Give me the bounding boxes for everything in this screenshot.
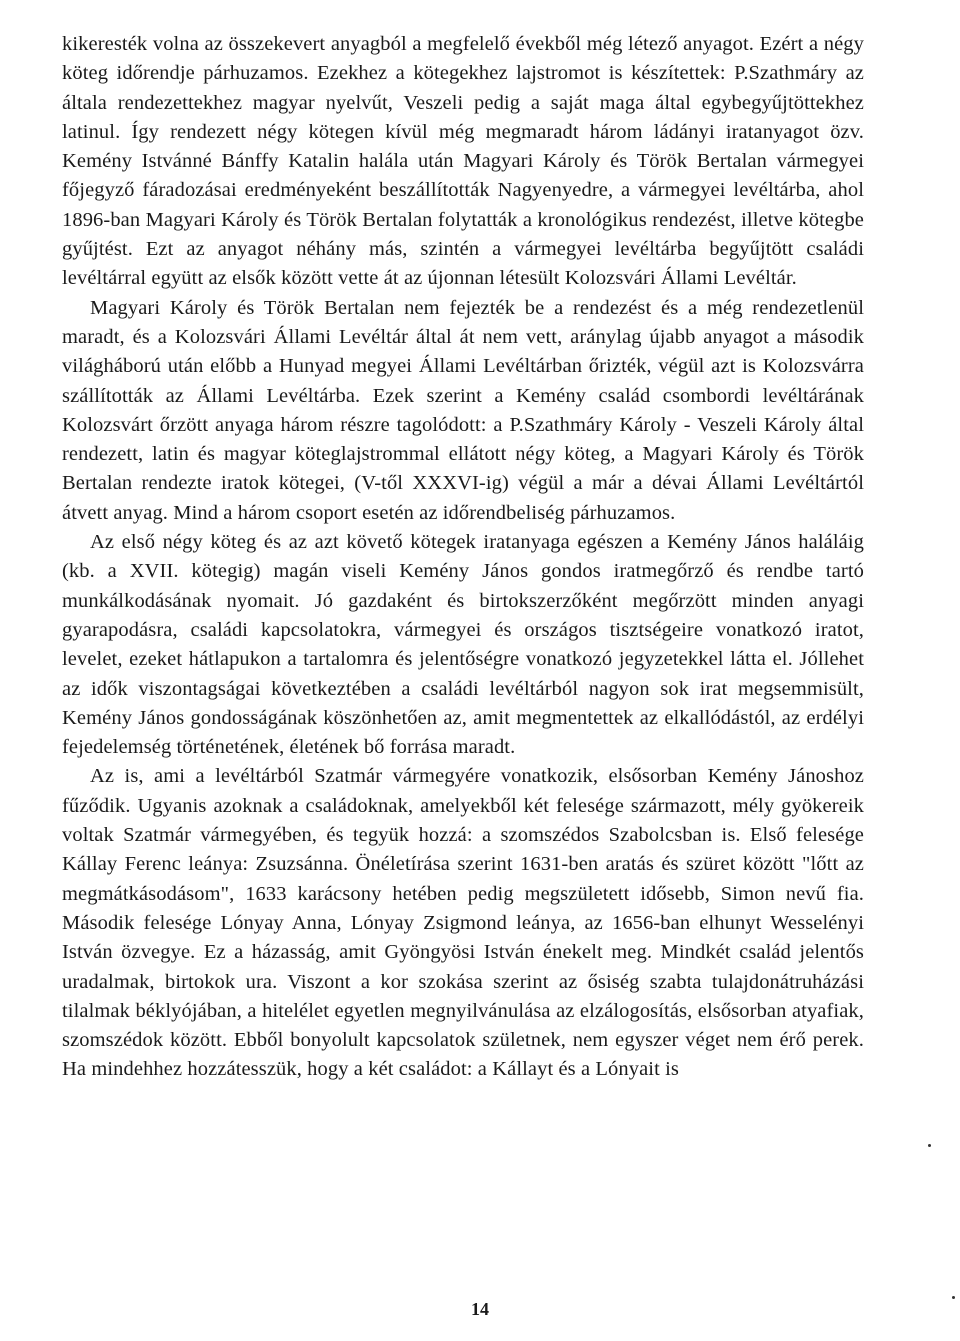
scan-speck [928,1144,931,1147]
paragraph: Az is, ami a levéltárból Szatmár vármegyére vonatkozik, elsősorban Kemény Jánoshoz fűződik. Ugyanis azoknak a családoknak, amelyekből két felesége származott, mély gyökereik voltak Szatmár vármegyében, és tegyük hozzá: a szomszédos Szabolcsban is. Első felesége Kállay Ferenc leánya: Zsuzsánna. Önéletírása szerint 1631-ben aratás és szüret között "lőtt az megmátkásodásom", 1633 karácsony hetében pedig megszületett idősebb, Simon nevű fia. Második felesége Lónyay Anna, Lónyay Zsigmond leánya, az 1656-ban elhunyt Wesselényi István özvegye. Ez a házasság, amit Gyöngyösi István énekelt meg. Mindkét család jelentős uradalmak, birtokok ura. Viszont a kor szokása szerint az ősiség szabta tulajdonátruházási tilalmak béklyójában, a hitelélet egyetlen megnyilvánulása az elzálogosítás, elsősorban atyafiak, szomszédok között. Ebből bonyolult kapcsolatok születnek, nem egyszer véget nem érő perek. Ha mindehhez hozzátesszük, hogy a két családot: a Kállayt és a Lónyait is [62,765,864,1081]
scan-speck [952,1296,955,1299]
paragraph: Magyari Károly és Török Bertalan nem fejezték be a rendezést és a még rendezetlenül maradt, és a Kolozsvári Állami Levéltár által át nem vett, aránylag újabb anyagot a második világháború után előbb a Hunyad megyei Állami Levéltárban őrizték, végül azt is Kolozsvárra szállították az Állami Levéltárba. Ezek szerint a Kemény család csombordi levéltárának Kolozsvárt őrzött anyaga három részre tagolódott: a P.Szathmáry Károly - Veszeli Károly által rendezett, latin és magyar köteglajstrommal ellátott négy köteg, a Magyari Károly és Török Bertalan rendezte iratok kötegei, (V-től XXXVI-ig) végül a már a dévai Állami Levéltártól átvett anyag. Mind a három csoport esetén az időrendbeliség párhuzamos. [62,296,864,524]
page-number: 14 [471,1299,489,1319]
body-text [62,30,864,1085]
paragraph-continued: kikeresték volna az összekevert anyagból a megfelelő évekből még létező anyagot. Ezért a négy köteg időrendje párhuzamos. Ezekhez a kötegekhez lajstromot is készítettek: P.Szathmáry az általa rendezettekhez magyar nyelvűt, Veszeli pedig a saját maga által egybegyűjtöttekhez latinul. Így rendezett négy kötegen kívül még megmaradt három ládányi iratanyagot özv. Kemény Istvánné Bánffy Katalin halála után Magyari Károly és Török Bertalan vármegyei főjegyző fáradozásai eredményeként beszállították Nagyenyedre, a vármegyei levéltárba, ahol 1896-ban Magyari Károly és Török Bertalan folytatták a kronológikus rendezést, illetve kötegbe gyűjtést. Ezt az anyagot néhány más, szintén a vármegyei levéltárba begyűjtött családi levéltárral együtt az elsők között vette át az újonnan létesült Kolozsvári Állami Levéltár. [62,33,864,290]
paragraph: Az első négy köteg és az azt követő kötegek iratanyaga egészen a Kemény János haláláig (kb. a XVII. kötegig) magán viseli Kemény János gondos iratmegőrző és rendbe tartó munkálkodásának nyomait. Jó gazdaként és birtokszerzőként megőrzött minden anyagi gyarapodásra, családi kapcsolatokra, vármegyei és országos tisztségeire vonatkozó iratot, levelet, ezeket hátlapukon a tartalomra és jelentőségre vonatkozó jegyzetekkel látta el. Jóllehet az idők viszontagságai következtében a családi levéltárból nagyon sok irat megsemmisült, Kemény János gondosságának köszönhetően az, amit megmentettek az elkallódástól, az erdélyi fejedelemség történetének, életének bő forrása maradt. [62,531,864,759]
